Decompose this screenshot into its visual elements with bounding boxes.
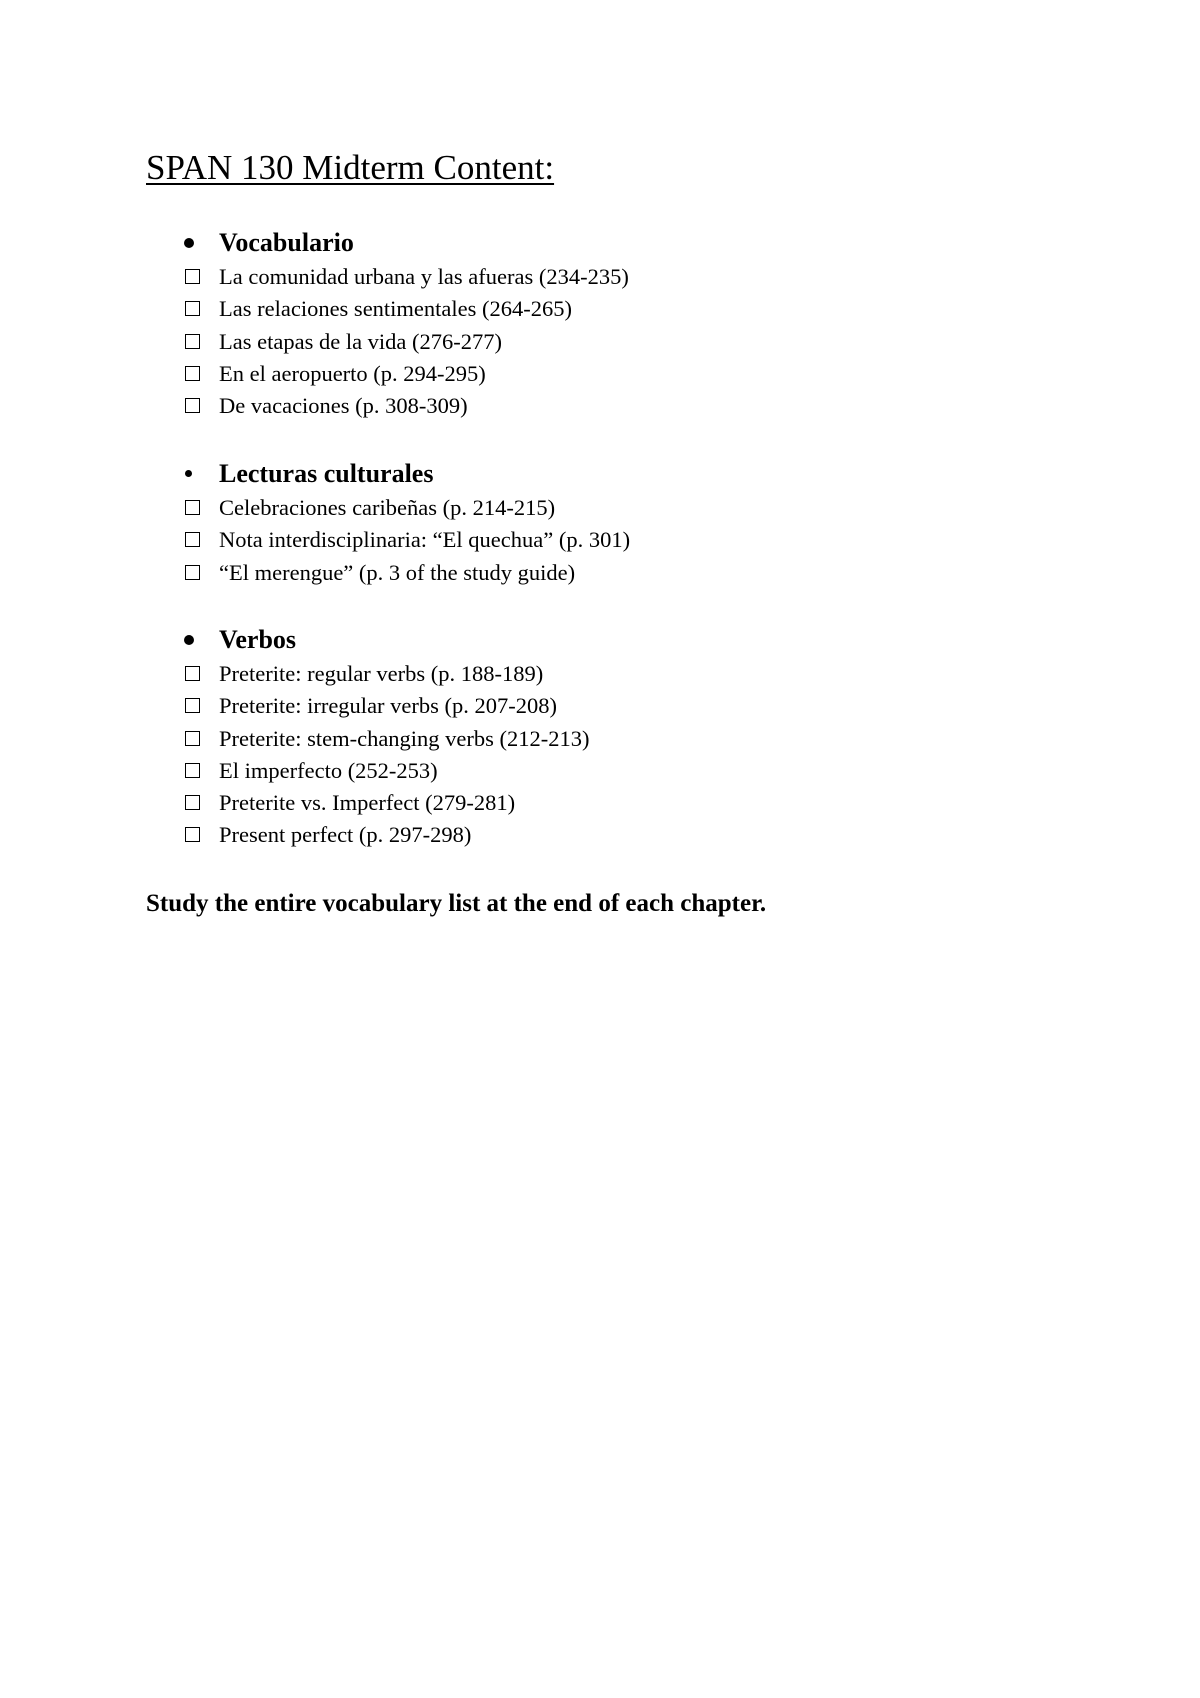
list-item [0,660,1200,692]
list-item [0,559,1200,591]
checkbox-icon[interactable] [185,827,200,842]
checkbox-icon[interactable] [185,698,200,713]
list-item-label: Present perfect (p. 297-298) [219,822,472,848]
checklist [0,263,1200,424]
bullet-icon [185,470,192,477]
checkbox-icon[interactable] [185,763,200,778]
checkbox-icon[interactable] [185,795,200,810]
section-heading: Verbos [219,625,297,654]
section-heading-row [0,624,1200,660]
list-item-label: La comunidad urbana y las afueras (234-235) [219,264,629,289]
checkbox-icon[interactable] [185,269,200,284]
checkbox-icon[interactable] [185,666,200,681]
section-verbos [0,624,1200,854]
checkbox-icon[interactable] [185,366,200,381]
list-item-label: Preterite vs. Imperfect (279-281) [219,790,516,816]
list-item-label: En el aeropuerto (p. 294-295) [219,360,486,386]
list-item [0,392,1200,424]
list-item-label: Nota interdisciplinaria: “El quechua” (p. 301) [219,527,631,553]
list-item [0,360,1200,392]
section-heading: Vocabulario [219,228,354,257]
list-item [0,692,1200,724]
list-item-label: Celebraciones caribeñas (p. 214-215) [219,495,556,520]
list-item-label: Preterite: regular verbs (p. 188-189) [219,661,544,686]
list-item-label: De vacaciones (p. 308-309) [219,393,468,419]
checkbox-icon[interactable] [185,334,200,349]
list-item [0,757,1200,789]
checkbox-icon[interactable] [185,301,200,316]
section-heading: Lecturas culturales [219,459,434,488]
list-item-label: Las relaciones sentimentales (264-265) [219,296,573,322]
bullet-icon [184,238,194,248]
footer-note: Study the entire vocabulary list at the end of each chapter. [146,890,767,917]
checkbox-icon[interactable] [185,532,200,547]
list-item [0,263,1200,295]
page-title: SPAN 130 Midterm Content: [146,148,555,187]
list-item [0,494,1200,526]
list-item [0,725,1200,757]
checkbox-icon[interactable] [185,565,200,580]
checklist [0,494,1200,591]
list-item [0,789,1200,821]
list-item [0,295,1200,327]
checkbox-icon[interactable] [185,731,200,746]
checklist [0,660,1200,854]
list-item [0,526,1200,558]
list-item [0,328,1200,360]
list-item [0,821,1200,853]
bullet-icon [184,635,194,645]
list-item-label: El imperfecto (252-253) [219,757,438,783]
checkbox-icon[interactable] [185,398,200,413]
list-item-label: Preterite: stem-changing verbs (212-213) [219,725,590,751]
list-item-label: Las etapas de la vida (276-277) [219,328,503,354]
section-heading-row [0,458,1200,494]
checkbox-icon[interactable] [185,500,200,515]
list-item-label: Preterite: irregular verbs (p. 207-208) [219,693,558,719]
section-lecturas-culturales [0,458,1200,591]
section-heading-row [0,227,1200,263]
section-vocabulario [0,227,1200,424]
list-item-label: “El merengue” (p. 3 of the study guide) [219,559,576,585]
